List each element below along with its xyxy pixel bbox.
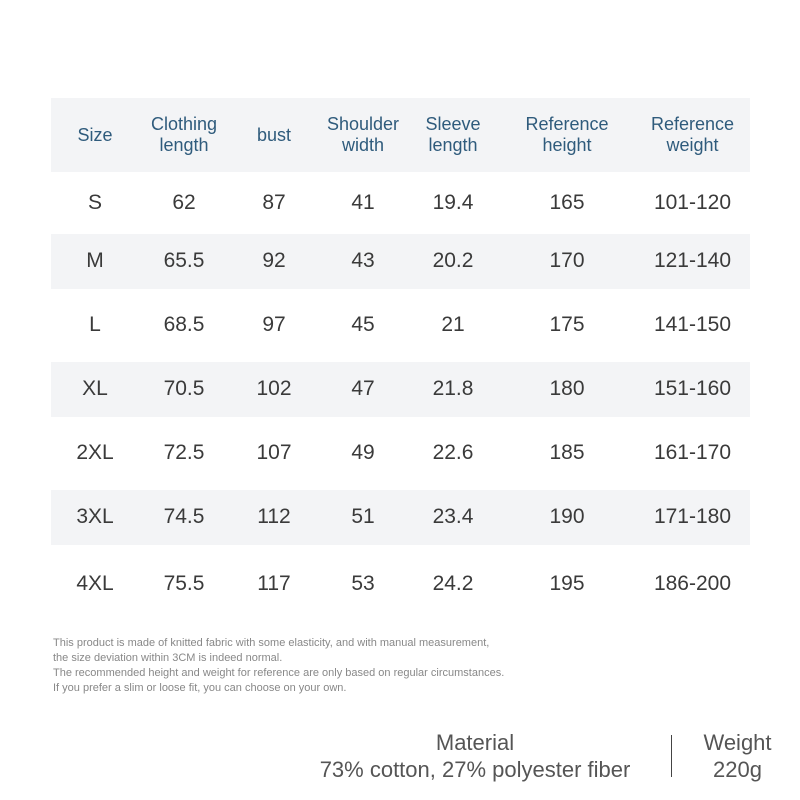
size-chart-table <box>51 98 750 623</box>
cell-clothing-length: 68.5 <box>163 313 205 337</box>
note-line: If you prefer a slim or loose fit, you can choose on your own. <box>53 682 347 694</box>
cell-clothing-length: 74.5 <box>163 505 205 529</box>
cell-reference-height: 185 <box>549 441 585 465</box>
cell-clothing-length: 72.5 <box>163 441 205 465</box>
cell-reference-weight: 171-180 <box>653 505 732 529</box>
table-row-3xl <box>51 490 750 545</box>
cell-reference-weight: 186-200 <box>653 571 732 595</box>
cell-clothing-length: 62 <box>172 190 196 214</box>
header-bust: bust <box>256 124 292 145</box>
cell-size: M <box>86 249 104 273</box>
cell-shoulder-width: 41 <box>351 190 375 214</box>
weight-value: 220g <box>713 757 762 782</box>
table-row-xl <box>51 362 750 417</box>
cell-shoulder-width: 51 <box>351 505 375 529</box>
cell-sleeve-length: 19.4 <box>432 190 474 214</box>
cell-bust: 107 <box>256 441 292 465</box>
cell-clothing-length: 65.5 <box>163 249 205 273</box>
cell-reference-weight: 121-140 <box>653 249 732 273</box>
table-row-4xl <box>51 545 750 623</box>
cell-reference-weight: 141-150 <box>653 313 732 337</box>
cell-size: 4XL <box>76 571 114 595</box>
info-divider <box>671 735 672 777</box>
header-clothing-length: Clothing length <box>150 114 218 155</box>
material-value: 73% cotton, 27% polyester fiber <box>319 757 631 782</box>
header-reference-weight: Reference weight <box>650 114 735 155</box>
table-row-l <box>51 289 750 362</box>
note-line: the size deviation within 3CM is indeed normal. <box>53 652 283 664</box>
cell-size: S <box>87 190 102 214</box>
cell-reference-weight: 161-170 <box>653 441 732 465</box>
cell-size: 3XL <box>76 505 114 529</box>
cell-bust: 87 <box>262 190 286 214</box>
cell-clothing-length: 70.5 <box>163 377 205 401</box>
cell-reference-height: 195 <box>549 571 585 595</box>
table-row-m <box>51 234 750 289</box>
cell-shoulder-width: 47 <box>351 377 375 401</box>
weight-label: Weight <box>703 730 772 755</box>
note-line: This product is made of knitted fabric with some elasticity, and with manual measurement, <box>53 637 490 649</box>
material-label: Material <box>435 730 515 755</box>
material-info <box>290 729 660 783</box>
cell-reference-height: 180 <box>549 377 585 401</box>
cell-bust: 92 <box>262 249 286 273</box>
cell-bust: 97 <box>262 313 286 337</box>
table-header-row <box>51 98 750 172</box>
cell-reference-height: 165 <box>549 190 585 214</box>
cell-bust: 112 <box>257 505 291 529</box>
cell-sleeve-length: 20.2 <box>432 249 474 273</box>
cell-shoulder-width: 53 <box>351 571 375 595</box>
cell-shoulder-width: 49 <box>351 441 375 465</box>
cell-sleeve-length: 22.6 <box>432 441 474 465</box>
measurement-notes <box>53 636 653 696</box>
cell-reference-height: 190 <box>549 505 585 529</box>
cell-sleeve-length: 23.4 <box>432 505 474 529</box>
cell-bust: 117 <box>257 571 291 595</box>
cell-reference-weight: 151-160 <box>653 377 732 401</box>
note-line: The recommended height and weight for reference are only based on regular circumstances. <box>53 667 505 679</box>
weight-info <box>680 729 795 783</box>
cell-sleeve-length: 21.8 <box>432 377 474 401</box>
table-row-s <box>51 172 750 234</box>
cell-size: 2XL <box>76 441 114 465</box>
header-sleeve-length: Sleeve length <box>425 114 481 155</box>
cell-sleeve-length: 21 <box>441 313 465 337</box>
header-shoulder-width: Shoulder width <box>326 114 400 155</box>
cell-reference-height: 170 <box>549 249 585 273</box>
cell-bust: 102 <box>256 377 292 401</box>
cell-shoulder-width: 43 <box>351 249 375 273</box>
cell-size: L <box>89 313 101 337</box>
cell-shoulder-width: 45 <box>351 313 375 337</box>
cell-reference-weight: 101-120 <box>653 190 732 214</box>
header-reference-height: Reference height <box>525 114 609 155</box>
table-row-2xl <box>51 417 750 490</box>
cell-size: XL <box>82 377 108 401</box>
cell-reference-height: 175 <box>549 313 585 337</box>
cell-sleeve-length: 24.2 <box>432 571 474 595</box>
header-size: Size <box>77 124 113 145</box>
cell-clothing-length: 75.5 <box>163 571 205 595</box>
